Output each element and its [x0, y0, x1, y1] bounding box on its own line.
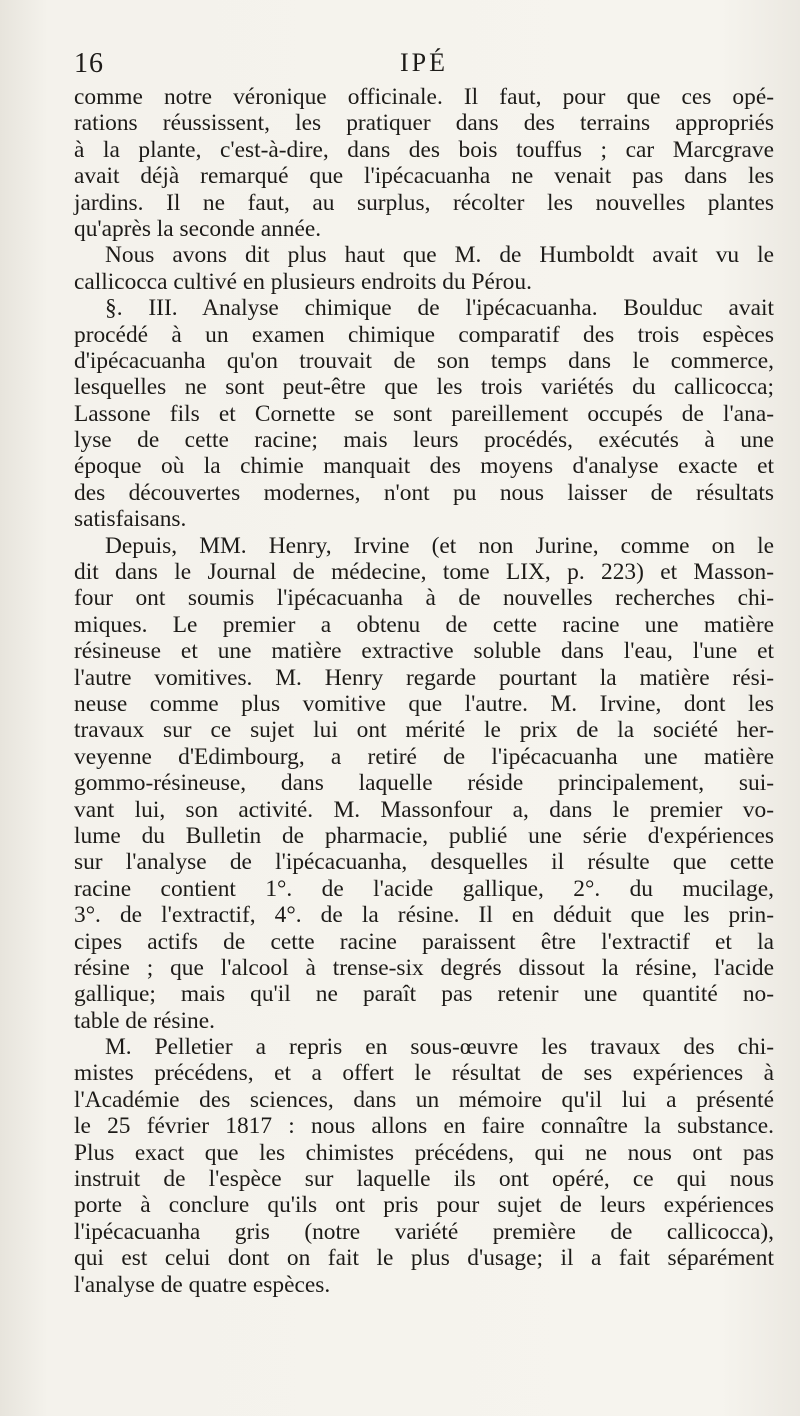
text-line: neuse comme plus vomitive que l'autre. M. Irvine, dont les — [74, 690, 774, 717]
page-header — [74, 44, 774, 84]
text-line: Lassone fils et Cornette se sont pareillement occupés de l'ana- — [74, 400, 774, 427]
text-line: Nous avons dit plus haut que M. de Humboldt avait vu le — [105, 242, 774, 269]
paragraph — [74, 295, 774, 533]
text-line: §. III. Analyse chimique de l'ipécacuanha. Boulduc avait — [105, 295, 774, 322]
text-line: table de résine. — [74, 1007, 215, 1034]
text-line: racine contient 1°. de l'acide gallique, 2°. du mucilage, — [74, 875, 774, 902]
text-line: callicocca cultivé en plusieurs endroits du Pérou. — [74, 268, 532, 295]
text-line: four ont soumis l'ipécacuanha à de nouvelles recherches chi- — [74, 585, 774, 612]
text-line: résine ; que l'alcool à trense-six degrés dissout la résine, l'acide — [74, 954, 774, 981]
text-line: l'autre vomitives. M. Henry regarde pourtant la matière rési- — [74, 664, 774, 691]
text-line: 3°. de l'extractif, 4°. de la résine. Il en déduit que les prin- — [74, 902, 774, 929]
paragraph — [74, 533, 774, 1034]
text-line: résineuse et une matière extractive soluble dans l'eau, l'une et — [74, 638, 774, 665]
text-line: travaux sur ce sujet lui ont mérité le prix de la société her- — [74, 717, 774, 744]
text-line: gallique; mais qu'il ne paraît pas retenir une quantité no- — [74, 981, 774, 1008]
text-line: le 25 février 1817 : nous allons en faire connaître la substance. — [74, 1113, 774, 1140]
text-line: mistes précédens, et a offert le résultat de ses expériences à — [74, 1060, 774, 1087]
text-line: cipes actifs de cette racine paraissent être l'extractif et la — [74, 928, 774, 955]
text-line: des découvertes modernes, n'ont pu nous laisser de résultats — [74, 479, 774, 506]
text-line: l'analyse de quatre espèces. — [74, 1271, 331, 1298]
text-line: avait déjà remarqué que l'ipécacuanha ne venait pas dans les — [74, 163, 774, 190]
text-line: rations réussissent, les pratiquer dans des terrains appropriés — [74, 110, 774, 137]
text-line: qu'après la seconde année. — [74, 215, 322, 242]
text-line: à la plante, c'est-à-dire, dans des bois touffus ; car Marcgrave — [74, 136, 774, 163]
text-line: gommo-résineuse, dans laquelle réside principalement, sui- — [74, 770, 774, 797]
page-number: 16 — [74, 48, 104, 79]
text-line: M. Pelletier a repris en sous-œuvre les travaux des chi- — [105, 1034, 774, 1061]
text-line: qui est celui dont on fait le plus d'usage; il a fait séparément — [74, 1245, 774, 1272]
text-line: vant lui, son activité. M. Massonfour a, dans le premier vo- — [74, 796, 774, 823]
text-line: jardins. Il ne faut, au surplus, récolter les nouvelles plantes — [74, 189, 774, 216]
text-line: porte à conclure qu'ils ont pris pour sujet de leurs expériences — [74, 1192, 774, 1219]
text-line: Depuis, MM. Henry, Irvine (et non Jurine, comme on le — [105, 532, 774, 559]
text-line: instruit de l'espèce sur laquelle ils ont opéré, ce qui nous — [74, 1166, 774, 1193]
text-line: lume du Bulletin de pharmacie, publié une série d'expériences — [74, 822, 774, 849]
text-line: veyenne d'Edimbourg, a retiré de l'ipécacuanha une matière — [74, 743, 774, 770]
paragraph — [74, 242, 774, 295]
text-line: comme notre véronique officinale. Il faut, pour que ces opé- — [74, 84, 774, 110]
text-line: époque où la chimie manquait des moyens d'analyse exacte et — [74, 453, 774, 480]
text-line: miques. Le premier a obtenu de cette racine une matière — [74, 611, 774, 638]
text-line: Plus exact que les chimistes précédens, qui ne nous ont pas — [74, 1139, 774, 1166]
text-line: procédé à un examen chimique comparatif des trois espèces — [74, 321, 774, 348]
text-line: l'Académie des sciences, dans un mémoire qu'il lui a présenté — [74, 1086, 774, 1113]
paragraph — [74, 84, 774, 242]
text-line: lyse de cette racine; mais leurs procédés, exécutés à une — [74, 427, 774, 454]
text-line: satisfaisans. — [74, 506, 187, 533]
paragraph — [74, 1034, 774, 1298]
text-line: dit dans le Journal de médecine, tome LIX, p. 223) et Masson- — [74, 559, 774, 586]
text-line: lesquelles ne sont peut-être que les trois variétés du callicocca; — [74, 374, 774, 401]
text-line: d'ipécacuanha qu'on trouvait de son temps dans le commerce, — [74, 347, 774, 374]
text-line: l'ipécacuanha gris (notre variété première de callicocca), — [74, 1218, 774, 1245]
body-text — [74, 84, 774, 1298]
running-title: IPÉ — [400, 48, 448, 77]
text-line: sur l'analyse de l'ipécacuanha, desquelles il résulte que cette — [74, 849, 774, 876]
